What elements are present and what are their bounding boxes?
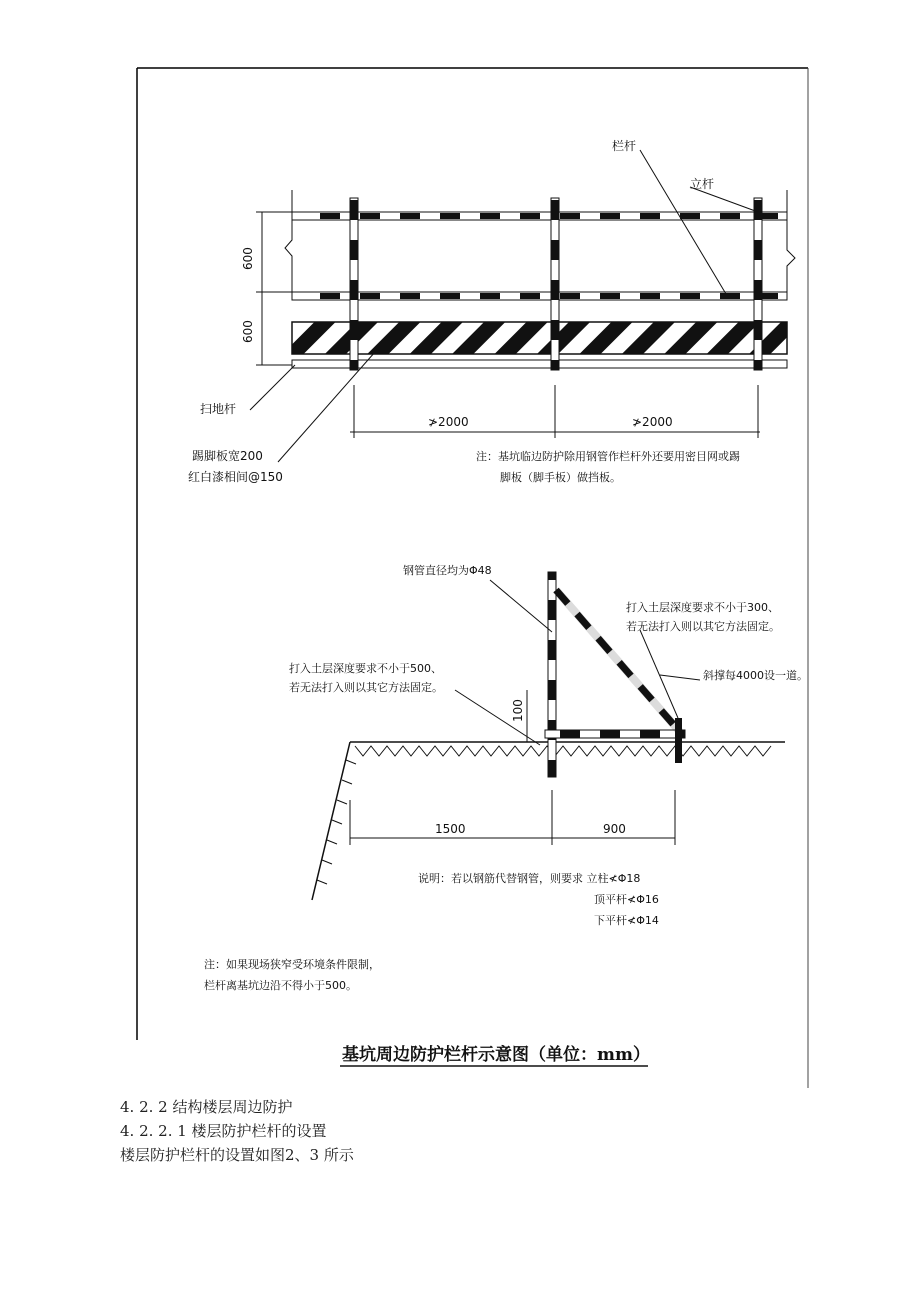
note-brace: 斜撑每4000设一道。 bbox=[703, 669, 808, 682]
note-depth-right-1: 打入土层深度要求不小于300、 bbox=[626, 601, 779, 614]
elevation-diagram bbox=[250, 150, 795, 462]
label-dim-900: 900 bbox=[603, 822, 626, 836]
label-span-2: ≯2000 bbox=[632, 415, 673, 429]
note-bottom-line-1: 注：如果现场狭窄受环境条件限制， bbox=[204, 958, 380, 971]
body-paragraph: 楼层防护栏杆的设置如图2、3 所示 bbox=[120, 1146, 354, 1164]
figure-title: 基坑周边防护栏杆示意图（单位：mm） bbox=[342, 1045, 650, 1065]
label-dim-100: 100 bbox=[511, 699, 525, 722]
section-heading-4-2-2: 4. 2. 2 结构楼层周边防护 bbox=[120, 1098, 293, 1116]
note-depth-left-1: 打入土层深度要求不小于500、 bbox=[289, 662, 442, 675]
note-depth-right-2: 若无法打入则以其它方法固定。 bbox=[626, 620, 780, 633]
label-dim-1500: 1500 bbox=[435, 822, 466, 836]
label-span-1: ≯2000 bbox=[428, 415, 469, 429]
note-top-line-2: 脚板（脚手板）做挡板。 bbox=[500, 471, 621, 484]
note-top-line-1: 注：基坑临边防护除用钢管作栏杆外还要用密目网或踢 bbox=[476, 450, 740, 463]
note-bottom-line-2: 栏杆离基坑边沿不得小于500。 bbox=[204, 979, 357, 992]
label-dim-600-top: 600 bbox=[241, 247, 255, 270]
label-post: 立杆 bbox=[690, 177, 715, 191]
explain-line-3: 下平杆≮Φ14 bbox=[594, 914, 659, 927]
label-toe-board-width: 踢脚板宽200 bbox=[192, 449, 263, 463]
figure-border bbox=[137, 68, 808, 1088]
label-pipe-diameter: 钢管直径均为Φ48 bbox=[403, 564, 492, 577]
explain-line-1: 说明：若以钢筋代替钢管，则要求 立柱≮Φ18 bbox=[418, 872, 641, 885]
label-railing: 栏杆 bbox=[612, 139, 637, 153]
label-dim-600-bottom: 600 bbox=[241, 320, 255, 343]
explain-line-2: 顶平杆≮Φ16 bbox=[594, 893, 659, 906]
label-toe-board-paint: 红白漆相间@150 bbox=[188, 470, 283, 484]
note-depth-left-2: 若无法打入则以其它方法固定。 bbox=[289, 681, 443, 694]
label-sweep-pole: 扫地杆 bbox=[200, 402, 237, 416]
section-heading-4-2-2-1: 4. 2. 2. 1 楼层防护栏杆的设置 bbox=[120, 1122, 327, 1140]
